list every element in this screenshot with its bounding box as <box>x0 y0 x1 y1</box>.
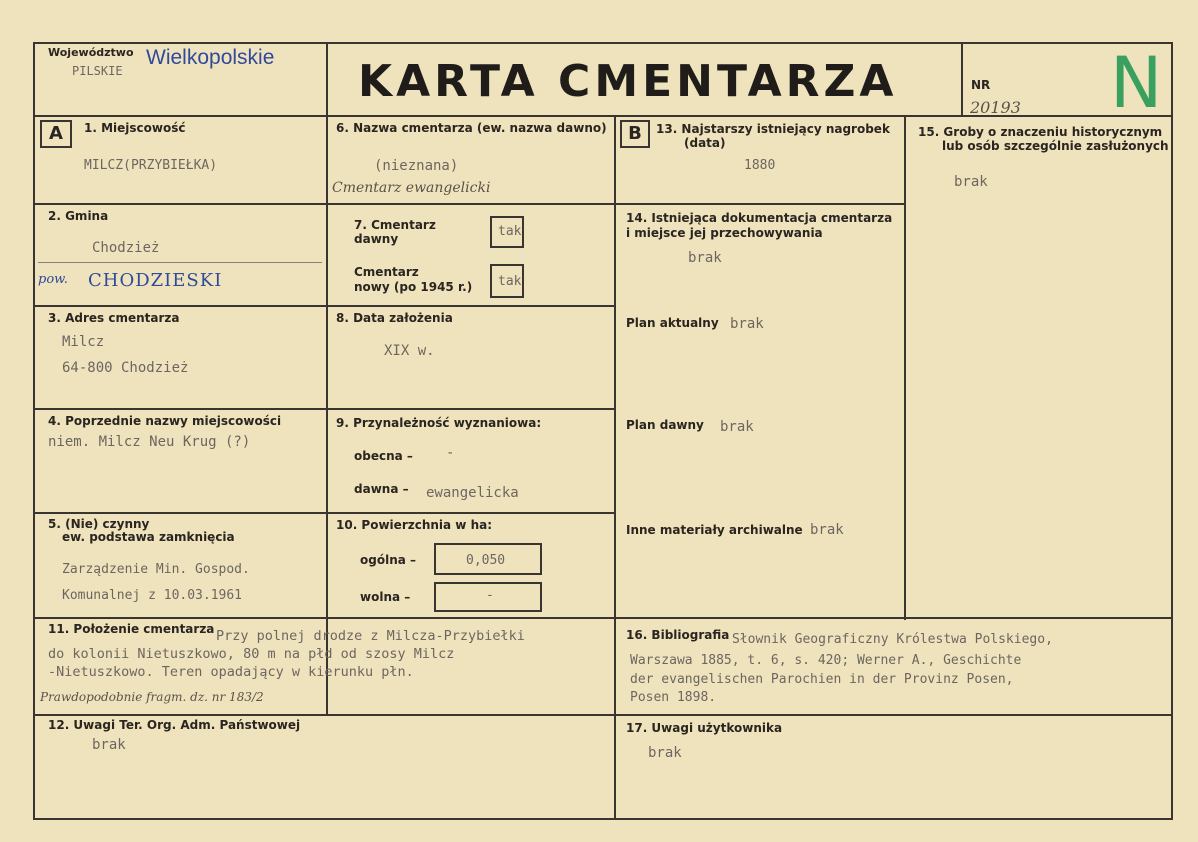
field-16-label: 16. Bibliografia <box>626 628 730 642</box>
divider <box>33 408 614 410</box>
divider <box>33 203 614 205</box>
field-16-line2: Warszawa 1885, t. 6, s. 420; Werner A., Geschichte <box>630 653 1022 668</box>
divider <box>33 305 614 307</box>
wojewodztwo-value: Wielkopolskie <box>146 46 275 69</box>
section-b-marker: B <box>620 120 650 148</box>
field-8-value: XIX w. <box>384 343 435 359</box>
field-10-wolna-value: - <box>486 588 494 603</box>
field-17-value: brak <box>648 745 682 761</box>
field-10-label: 10. Powierzchnia w ha: <box>336 518 493 532</box>
divider <box>33 512 614 514</box>
field-14-label-2: i miejsce jej przechowywania <box>626 226 823 240</box>
pow-prefix: pow. <box>38 272 68 287</box>
field-5-line1: Zarządzenie Min. Gospod. <box>62 562 250 577</box>
field-3-line2: 64-800 Chodzież <box>62 360 189 376</box>
divider <box>33 617 1173 619</box>
field-17-label: 17. Uwagi użytkownika <box>626 721 783 735</box>
field-16-line4: Posen 1898. <box>630 690 717 705</box>
wojewodztwo-old-value: PILSKIE <box>72 64 123 78</box>
field-11-label: 11. Położenie cmentarza <box>48 622 215 636</box>
field-6-handwritten: Cmentarz ewangelicki <box>332 180 491 196</box>
field-15-label-2: lub osób szczególnie zasłużonych <box>942 139 1169 153</box>
field-15-label-1: 15. Groby o znaczeniu historycznym <box>918 125 1163 139</box>
field-9-obecna-label: obecna – <box>354 449 413 463</box>
field-7b-label-1: Cmentarz <box>354 265 419 279</box>
field-14-label-1: 14. Istniejąca dokumentacja cmentarza <box>626 211 893 225</box>
field-11-line2: do kolonii Nietuszkowo, 80 m na płd od szosy Milcz <box>48 646 455 662</box>
field-7-label-2: dawny <box>354 232 399 246</box>
field-11-line1: Przy polnej drodze z Milcza-Przybiełki <box>216 628 525 644</box>
divider <box>961 42 963 117</box>
pow-value: CHODZIESKI <box>88 270 223 291</box>
field-9-obecna-value: - <box>446 445 455 461</box>
field-4-value: niem. Milcz Neu Krug (?) <box>48 434 251 450</box>
field-12-label: 12. Uwagi Ter. Org. Adm. Państwowej <box>48 718 301 732</box>
plan-aktualny-label: Plan aktualny <box>626 316 719 330</box>
wojewodztwo-label: Województwo <box>48 46 134 59</box>
inne-label: Inne materiały archiwalne <box>626 523 803 537</box>
field-1-label: 1. Miejscowość <box>84 121 186 135</box>
page-title: KARTA CMENTARZA <box>358 56 898 107</box>
divider <box>614 203 904 205</box>
field-13-label-2: (data) <box>684 136 726 150</box>
divider <box>33 714 1173 716</box>
field-14-value: brak <box>688 250 722 266</box>
field-13-value: 1880 <box>744 158 776 173</box>
divider <box>326 42 328 715</box>
field-13-label-1: 13. Najstarszy istniejący nagrobek <box>656 122 890 136</box>
field-11-handwritten: Prawdopodobnie fragm. dz. nr 183/2 <box>40 690 264 704</box>
field-12-value: brak <box>92 737 126 753</box>
plan-dawny-label: Plan dawny <box>626 418 704 432</box>
field-3-label: 3. Adres cmentarza <box>48 311 180 325</box>
field-11-line3: -Nietuszkowo. Teren opadający w kierunku płn. <box>48 664 414 680</box>
field-5-label-2: ew. podstawa zamknięcia <box>62 530 235 544</box>
section-a-marker: A <box>40 120 72 148</box>
divider <box>904 117 906 620</box>
field-5-line2: Komunalnej z 10.03.1961 <box>62 588 243 603</box>
field-7b-label-2: nowy (po 1945 r.) <box>354 280 473 294</box>
field-10-ogolna-label: ogólna – <box>360 553 417 567</box>
plan-aktualny-value: brak <box>730 316 764 332</box>
divider <box>38 262 322 263</box>
field-10-ogolna-value: 0,050 <box>466 553 506 568</box>
field-7-value: tak <box>498 224 522 239</box>
field-15-value: brak <box>954 174 988 190</box>
field-5-label-1: 5. (Nie) czynny <box>48 517 150 531</box>
stamp-letter: N <box>1110 42 1163 124</box>
field-2-value: Chodzież <box>92 240 160 256</box>
field-7-label-1: 7. Cmentarz <box>354 218 436 232</box>
field-6-label: 6. Nazwa cmentarza (ew. nazwa dawno) <box>336 121 607 135</box>
field-16-line3: der evangelischen Parochien in der Provinz Posen, <box>630 672 1014 687</box>
field-9-dawna-label: dawna – <box>354 482 409 496</box>
field-9-label: 9. Przynależność wyznaniowa: <box>336 416 542 430</box>
nr-label: NR <box>971 78 991 92</box>
inne-value: brak <box>810 522 844 538</box>
nr-value: 20193 <box>970 98 1021 117</box>
field-3-line1: Milcz <box>62 334 105 350</box>
field-10-wolna-label: wolna – <box>360 590 411 604</box>
field-6-value: (nieznana) <box>374 158 459 174</box>
field-9-dawna-value: ewangelicka <box>426 485 519 501</box>
field-8-label: 8. Data założenia <box>336 311 453 325</box>
field-4-label: 4. Poprzednie nazwy miejscowości <box>48 414 282 428</box>
field-2-label: 2. Gmina <box>48 209 109 223</box>
plan-dawny-value: brak <box>720 419 754 435</box>
field-7b-value: tak <box>498 274 522 289</box>
field-16-line1: Słownik Geograficzny Królestwa Polskiego, <box>732 632 1053 647</box>
field-1-value: MILCZ(PRZYBIEŁKA) <box>84 158 218 173</box>
